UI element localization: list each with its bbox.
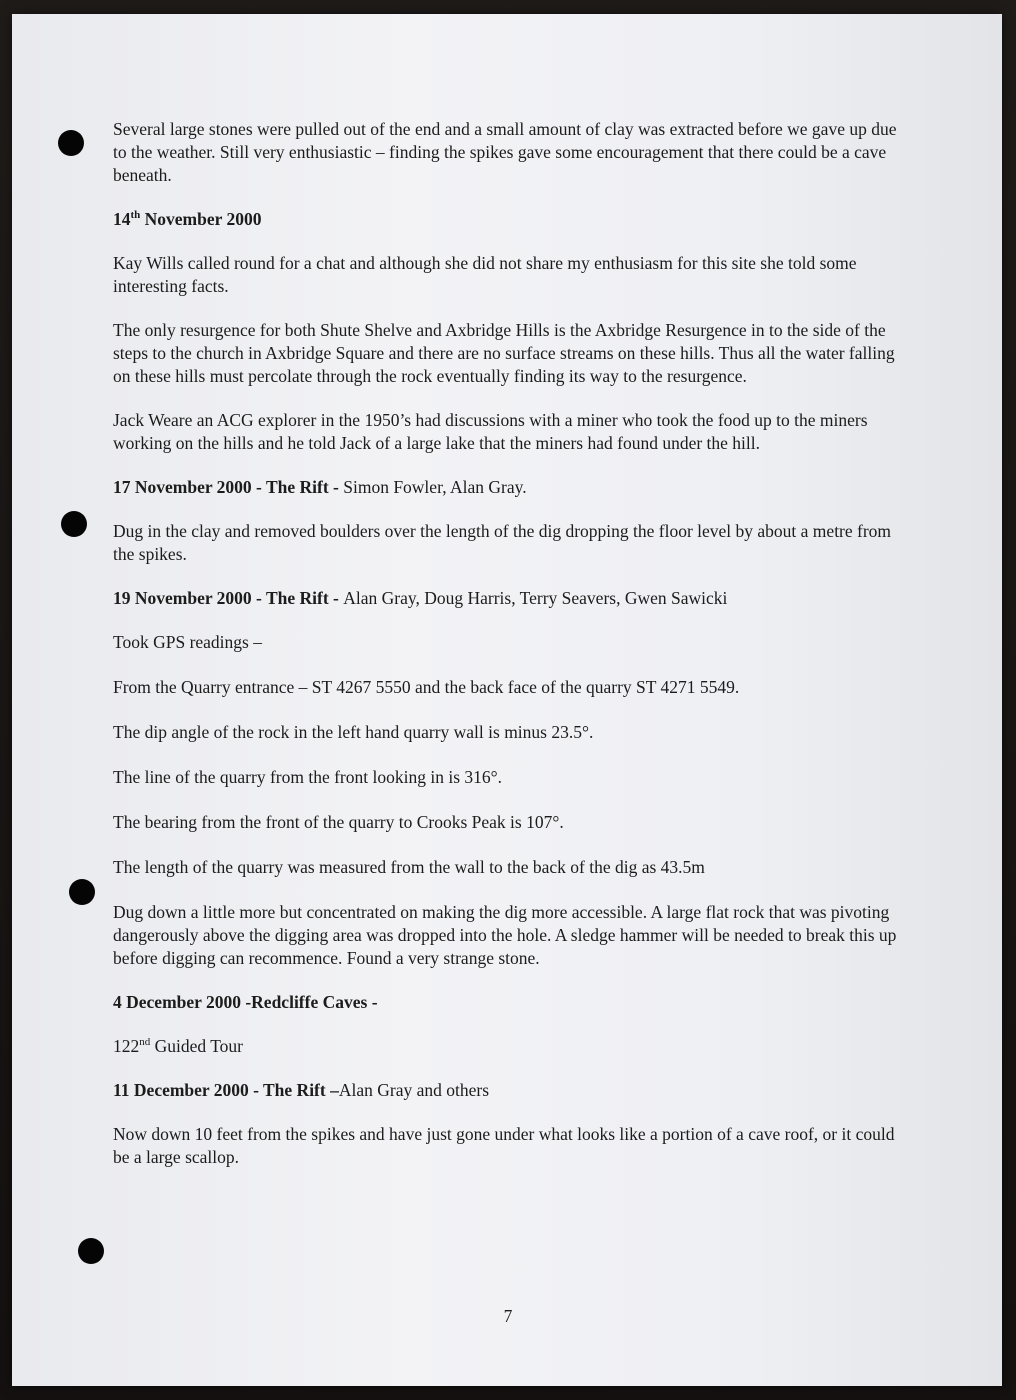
paragraph: From the Quarry entrance – ST 4267 5550 and the back face of the quarry ST 4271 5549. — [113, 677, 740, 697]
paragraph: Jack Weare an ACG explorer in the 1950’s had discussions with a miner who took the food up to the miners working on the hills and he told Jack of a large lake that the miners had found under the hill. — [113, 410, 868, 453]
punch-hole — [69, 879, 95, 905]
heading-title: 11 December 2000 - The Rift – — [113, 1080, 339, 1100]
tour-label: Guided Tour — [150, 1036, 243, 1056]
date-heading — [113, 476, 903, 499]
punch-hole — [61, 511, 87, 537]
heading-day: 14 — [113, 209, 131, 229]
paragraph: Took GPS readings – — [113, 632, 262, 652]
paragraph: The length of the quarry was measured from the wall to the back of the dig as 43.5m — [113, 857, 705, 877]
heading-month-year: November 2000 — [140, 209, 262, 229]
heading-participants: Alan Gray and others — [338, 1080, 490, 1100]
paragraph: Several large stones were pulled out of the end and a small amount of clay was extracted before we gave up due to the weather. Still very enthusiastic – finding the spikes gave some encouragement that there could be a cave beneath. — [113, 119, 897, 185]
paragraph: The bearing from the front of the quarry to Crooks Peak is 107°. — [113, 812, 564, 832]
paragraph: Dug in the clay and removed boulders over the length of the dig dropping the floor level by about a metre from the spikes. — [113, 521, 892, 564]
tour-number: 122 — [113, 1036, 140, 1056]
punch-hole — [78, 1238, 104, 1264]
page-number: 7 — [503, 1306, 513, 1326]
tour-number-superscript: nd — [139, 1036, 151, 1049]
heading-title: 19 November 2000 - The Rift - — [113, 588, 344, 608]
paragraph: Kay Wills called round for a chat and although she did not share my enthusiasm for this site she told some interesting facts. — [113, 253, 857, 296]
paragraph — [113, 1035, 903, 1058]
paragraph: Dug down a little more but concentrated on making the dig more accessible. A large flat rock that was pivoting dangerously above the digging area was dropped into the hole. A sledge hammer will be needed to break this up before digging can recommence. Found a very strange stone. — [113, 902, 897, 968]
date-heading — [113, 587, 903, 610]
document-body — [113, 118, 903, 1190]
date-heading: 4 December 2000 -Redcliffe Caves - — [113, 992, 378, 1012]
paragraph: Now down 10 feet from the spikes and have just gone under what looks like a portion of a cave roof, or it could be a large scallop. — [113, 1124, 895, 1167]
heading-title: 17 November 2000 - The Rift - — [113, 477, 344, 497]
heading-participants: Simon Fowler, Alan Gray. — [343, 477, 527, 497]
paragraph: The dip angle of the rock in the left hand quarry wall is minus 23.5°. — [113, 722, 594, 742]
date-heading — [113, 1079, 903, 1102]
paragraph: The line of the quarry from the front looking in is 316°. — [113, 767, 502, 787]
paragraph: The only resurgence for both Shute Shelve and Axbridge Hills is the Axbridge Resurgence in to the side of the steps to the church in Axbridge Square and there are no surface streams on these hills. Thus all the water falling on these hills must percolate through the rock eventually finding its way to the resurgence. — [113, 320, 895, 386]
heading-superscript: th — [130, 209, 141, 222]
heading-participants: Alan Gray, Doug Harris, Terry Seavers, Gwen Sawicki — [343, 588, 728, 608]
punch-hole — [58, 130, 84, 156]
date-heading — [113, 208, 903, 231]
